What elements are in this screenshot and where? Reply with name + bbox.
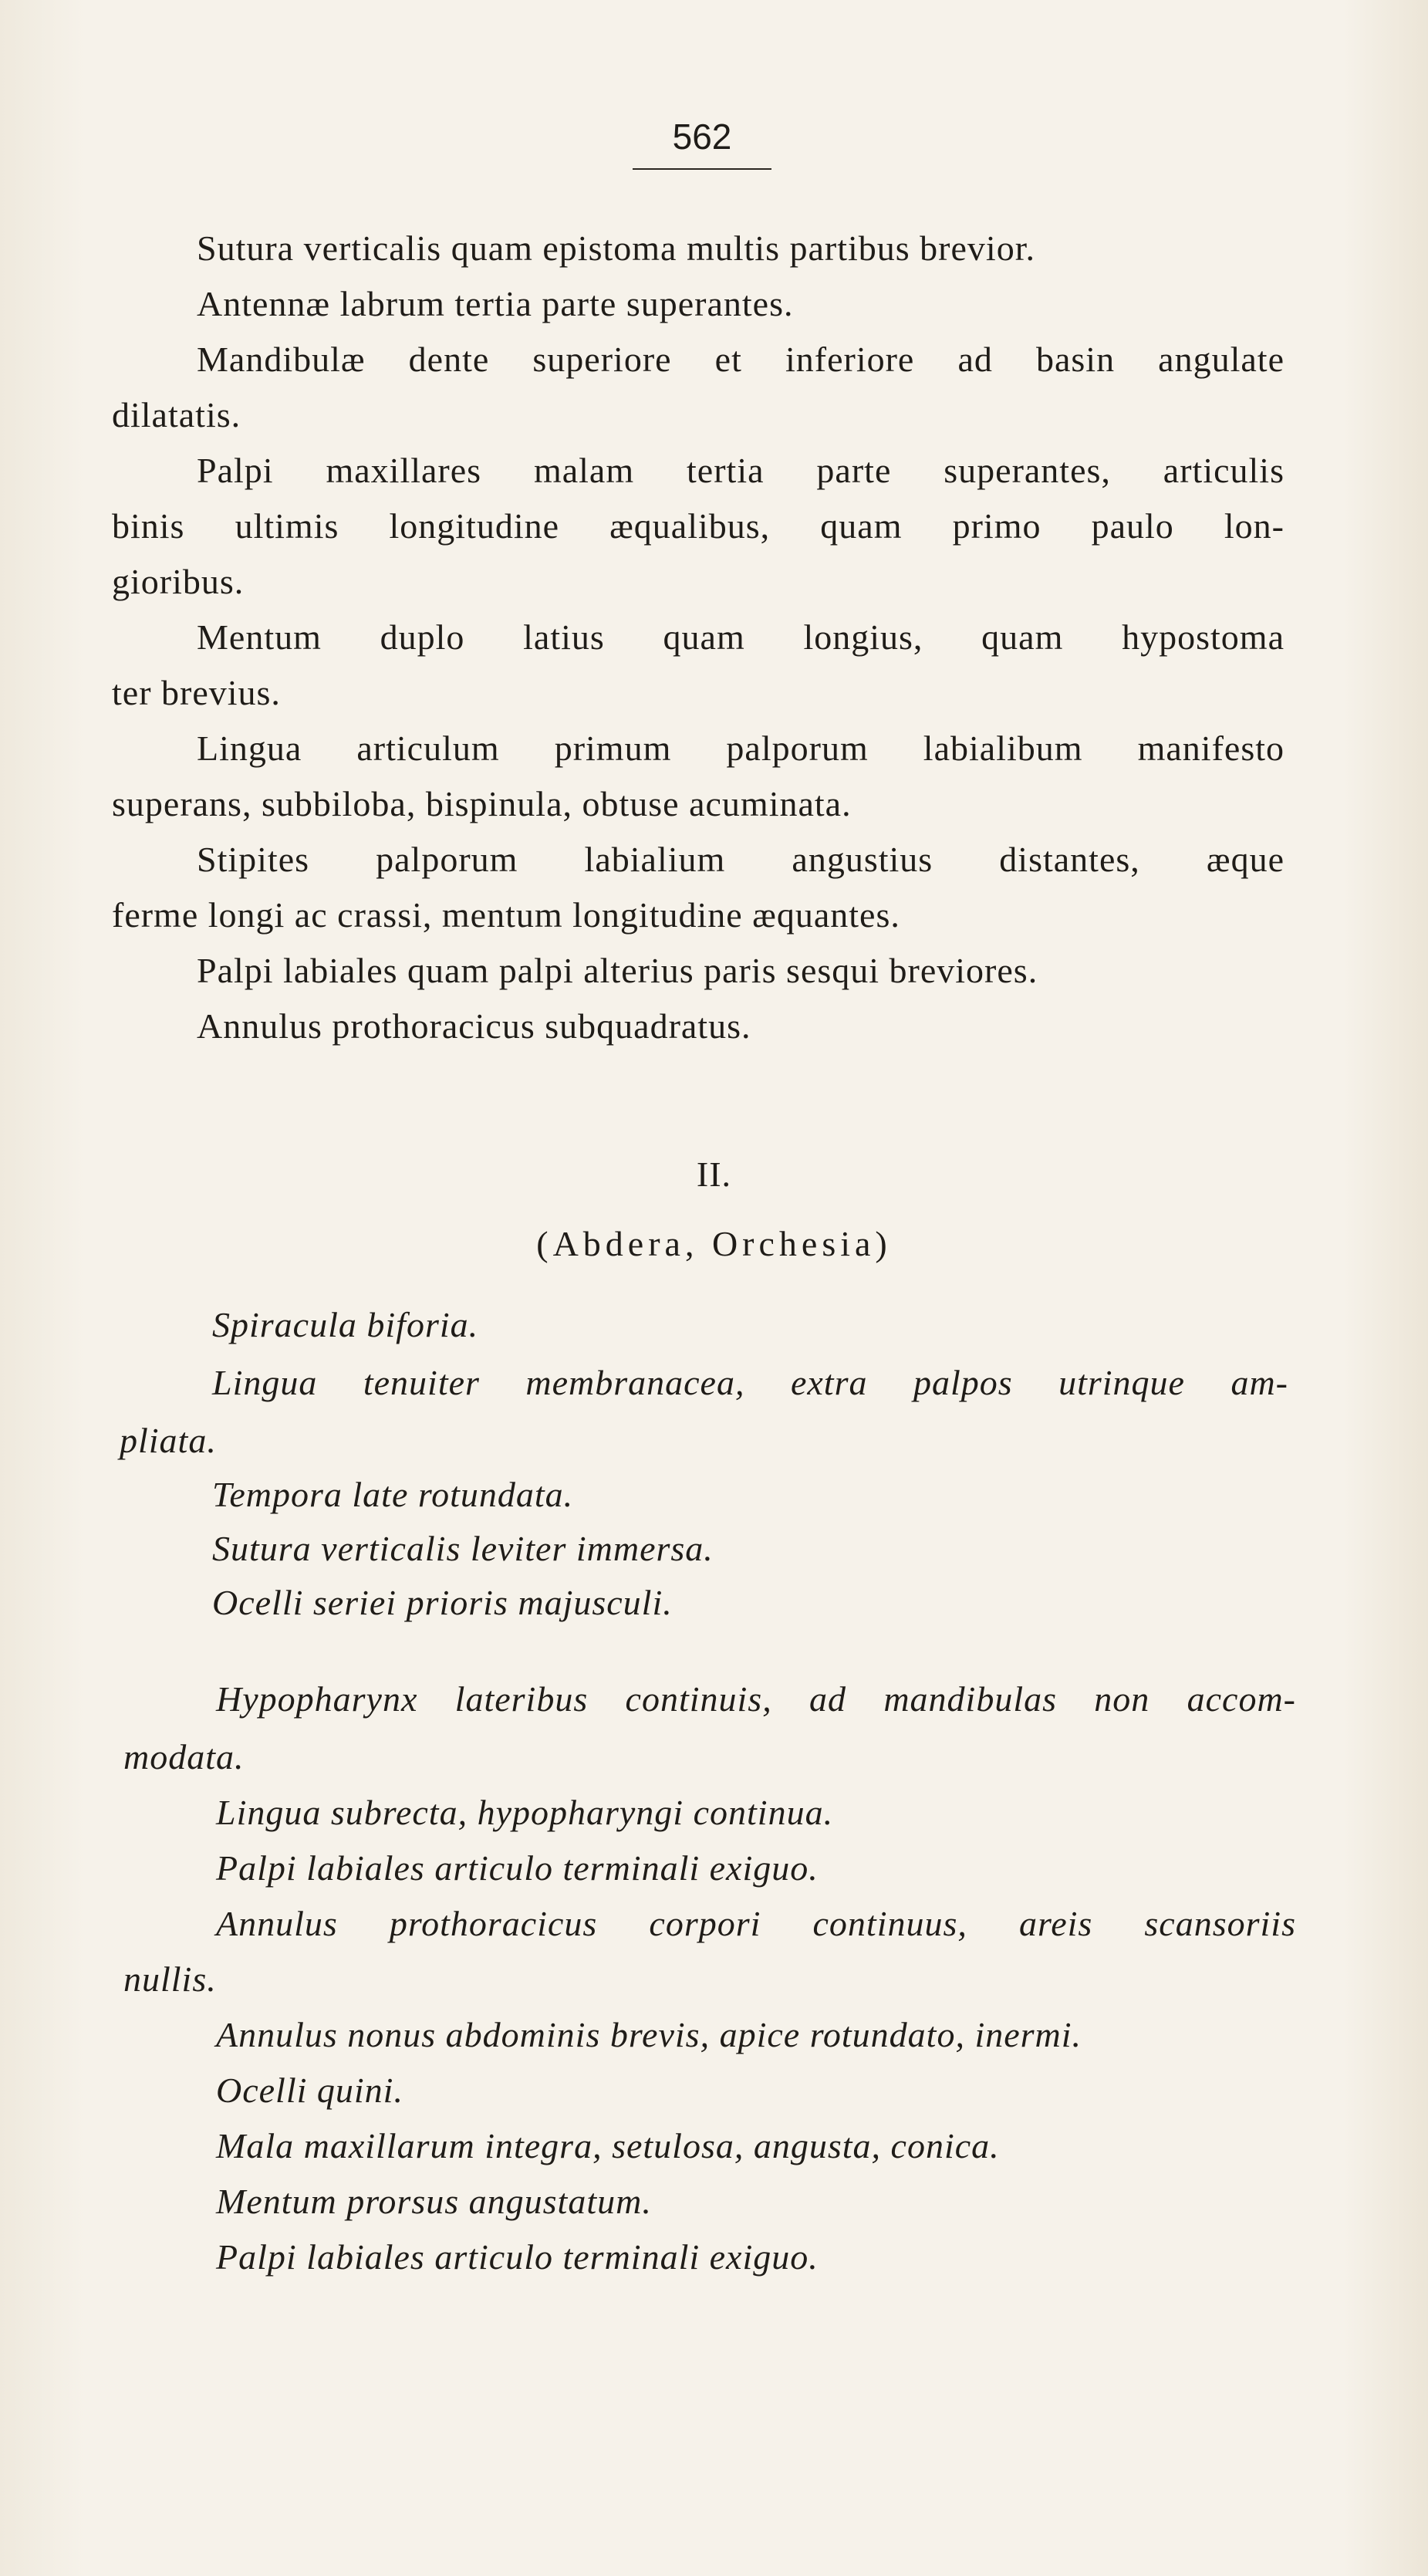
text-line: Palpi maxillares malam tertia parte superantes, articulis [197, 451, 1285, 490]
text-line: Lingua articulum primum palporum labialibum manifesto [197, 729, 1285, 768]
text-line: binis ultimis longitudine æqualibus, quam primo paulo lon- [112, 506, 1285, 546]
text-line: Ocelli seriei prioris majusculi. [212, 1583, 673, 1622]
text-line: Tempora late rotundata. [212, 1475, 574, 1514]
text-line: gioribus. [112, 562, 245, 601]
text-line: Mentum duplo latius quam longius, quam hypostoma [197, 617, 1285, 657]
section-genera: (Abdera, Orchesia) [536, 1224, 892, 1263]
header-rule [633, 168, 771, 170]
text-line: Sutura verticalis leviter immersa. [212, 1529, 714, 1568]
text-line: Annulus prothoracicus corpori continuus, areis scansoriis [216, 1904, 1296, 1943]
page-number: 562 [672, 117, 732, 157]
text-line: dilatatis. [112, 395, 241, 434]
text-line: Lingua subrecta, hypopharyngi continua. [216, 1793, 834, 1832]
text-line: Antennæ labrum tertia parte superantes. [197, 284, 794, 323]
text-line: ferme longi ac crassi, mentum longitudine æquantes. [112, 895, 900, 935]
text-line: Lingua tenuiter membranacea, extra palpos utrinque am- [212, 1363, 1288, 1402]
text-line: Mentum prorsus angustatum. [216, 2182, 652, 2221]
text-line: ter brevius. [112, 673, 281, 712]
text-line: superans, subbiloba, bispinula, obtuse acuminata. [112, 784, 852, 823]
text-line: Hypopharynx lateribus continuis, ad mandibulas non accom- [216, 1679, 1296, 1719]
section-numeral: II. [696, 1154, 732, 1194]
text-line: Ocelli quini. [216, 2071, 403, 2110]
text-line: modata. [123, 1737, 245, 1776]
text-line: pliata. [120, 1421, 217, 1460]
text-line: Palpi labiales quam palpi alterius paris sesqui breviores. [197, 951, 1038, 990]
text-line: Palpi labiales articulo terminali exiguo. [216, 1848, 819, 1888]
text-line: nullis. [123, 1959, 217, 1999]
text-line: Sutura verticalis quam epistoma multis partibus brevior. [197, 228, 1035, 268]
text-line: Annulus nonus abdominis brevis, apice rotundato, inermi. [216, 2015, 1082, 2054]
text-line: Mandibulæ dente superiore et inferiore ad basin angulate [197, 340, 1285, 379]
text-line: Palpi labiales articulo terminali exiguo. [216, 2237, 819, 2277]
text-line: Annulus prothoracicus subquadratus. [197, 1006, 751, 1046]
text-line: Spiracula biforia. [212, 1305, 479, 1344]
text-line: Mala maxillarum integra, setulosa, angusta, conica. [216, 2126, 1000, 2165]
text-line: Stipites palporum labialium angustius distantes, æque [197, 840, 1285, 879]
